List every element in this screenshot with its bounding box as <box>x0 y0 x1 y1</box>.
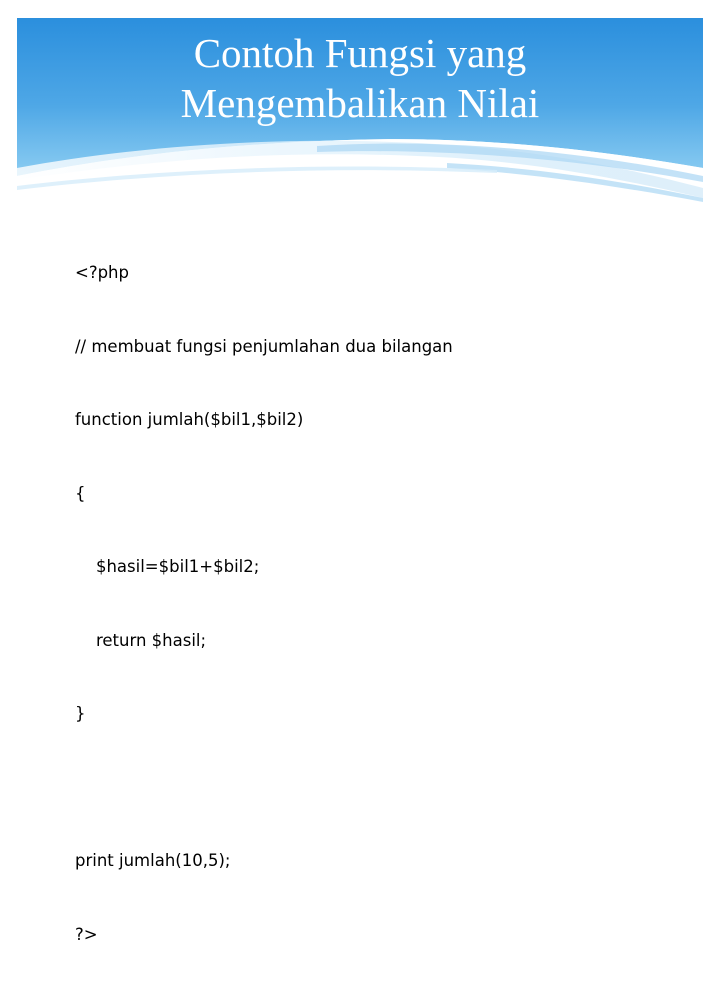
code-line: // membuat fungsi penjumlahan dua bilangan <box>75 336 453 356</box>
code-line-blank <box>75 776 635 801</box>
slide-title-line-1: Contoh Fungsi yang <box>193 30 527 76</box>
code-line: print jumlah(10,5); <box>75 851 231 870</box>
code-line: } <box>75 704 86 723</box>
code-line: $hasil=$bil1+$bil2; <box>75 557 260 576</box>
code-line: ?> <box>75 924 98 944</box>
slide-title <box>17 28 703 128</box>
code-line: function jumlah($bil1,$bil2) <box>75 410 304 429</box>
slide-title-line-2: Mengembalikan Nilai <box>180 80 540 126</box>
code-block <box>75 212 635 996</box>
code-line: return $hasil; <box>75 630 207 650</box>
code-line: <?php <box>75 263 129 282</box>
code-line: { <box>75 483 86 503</box>
